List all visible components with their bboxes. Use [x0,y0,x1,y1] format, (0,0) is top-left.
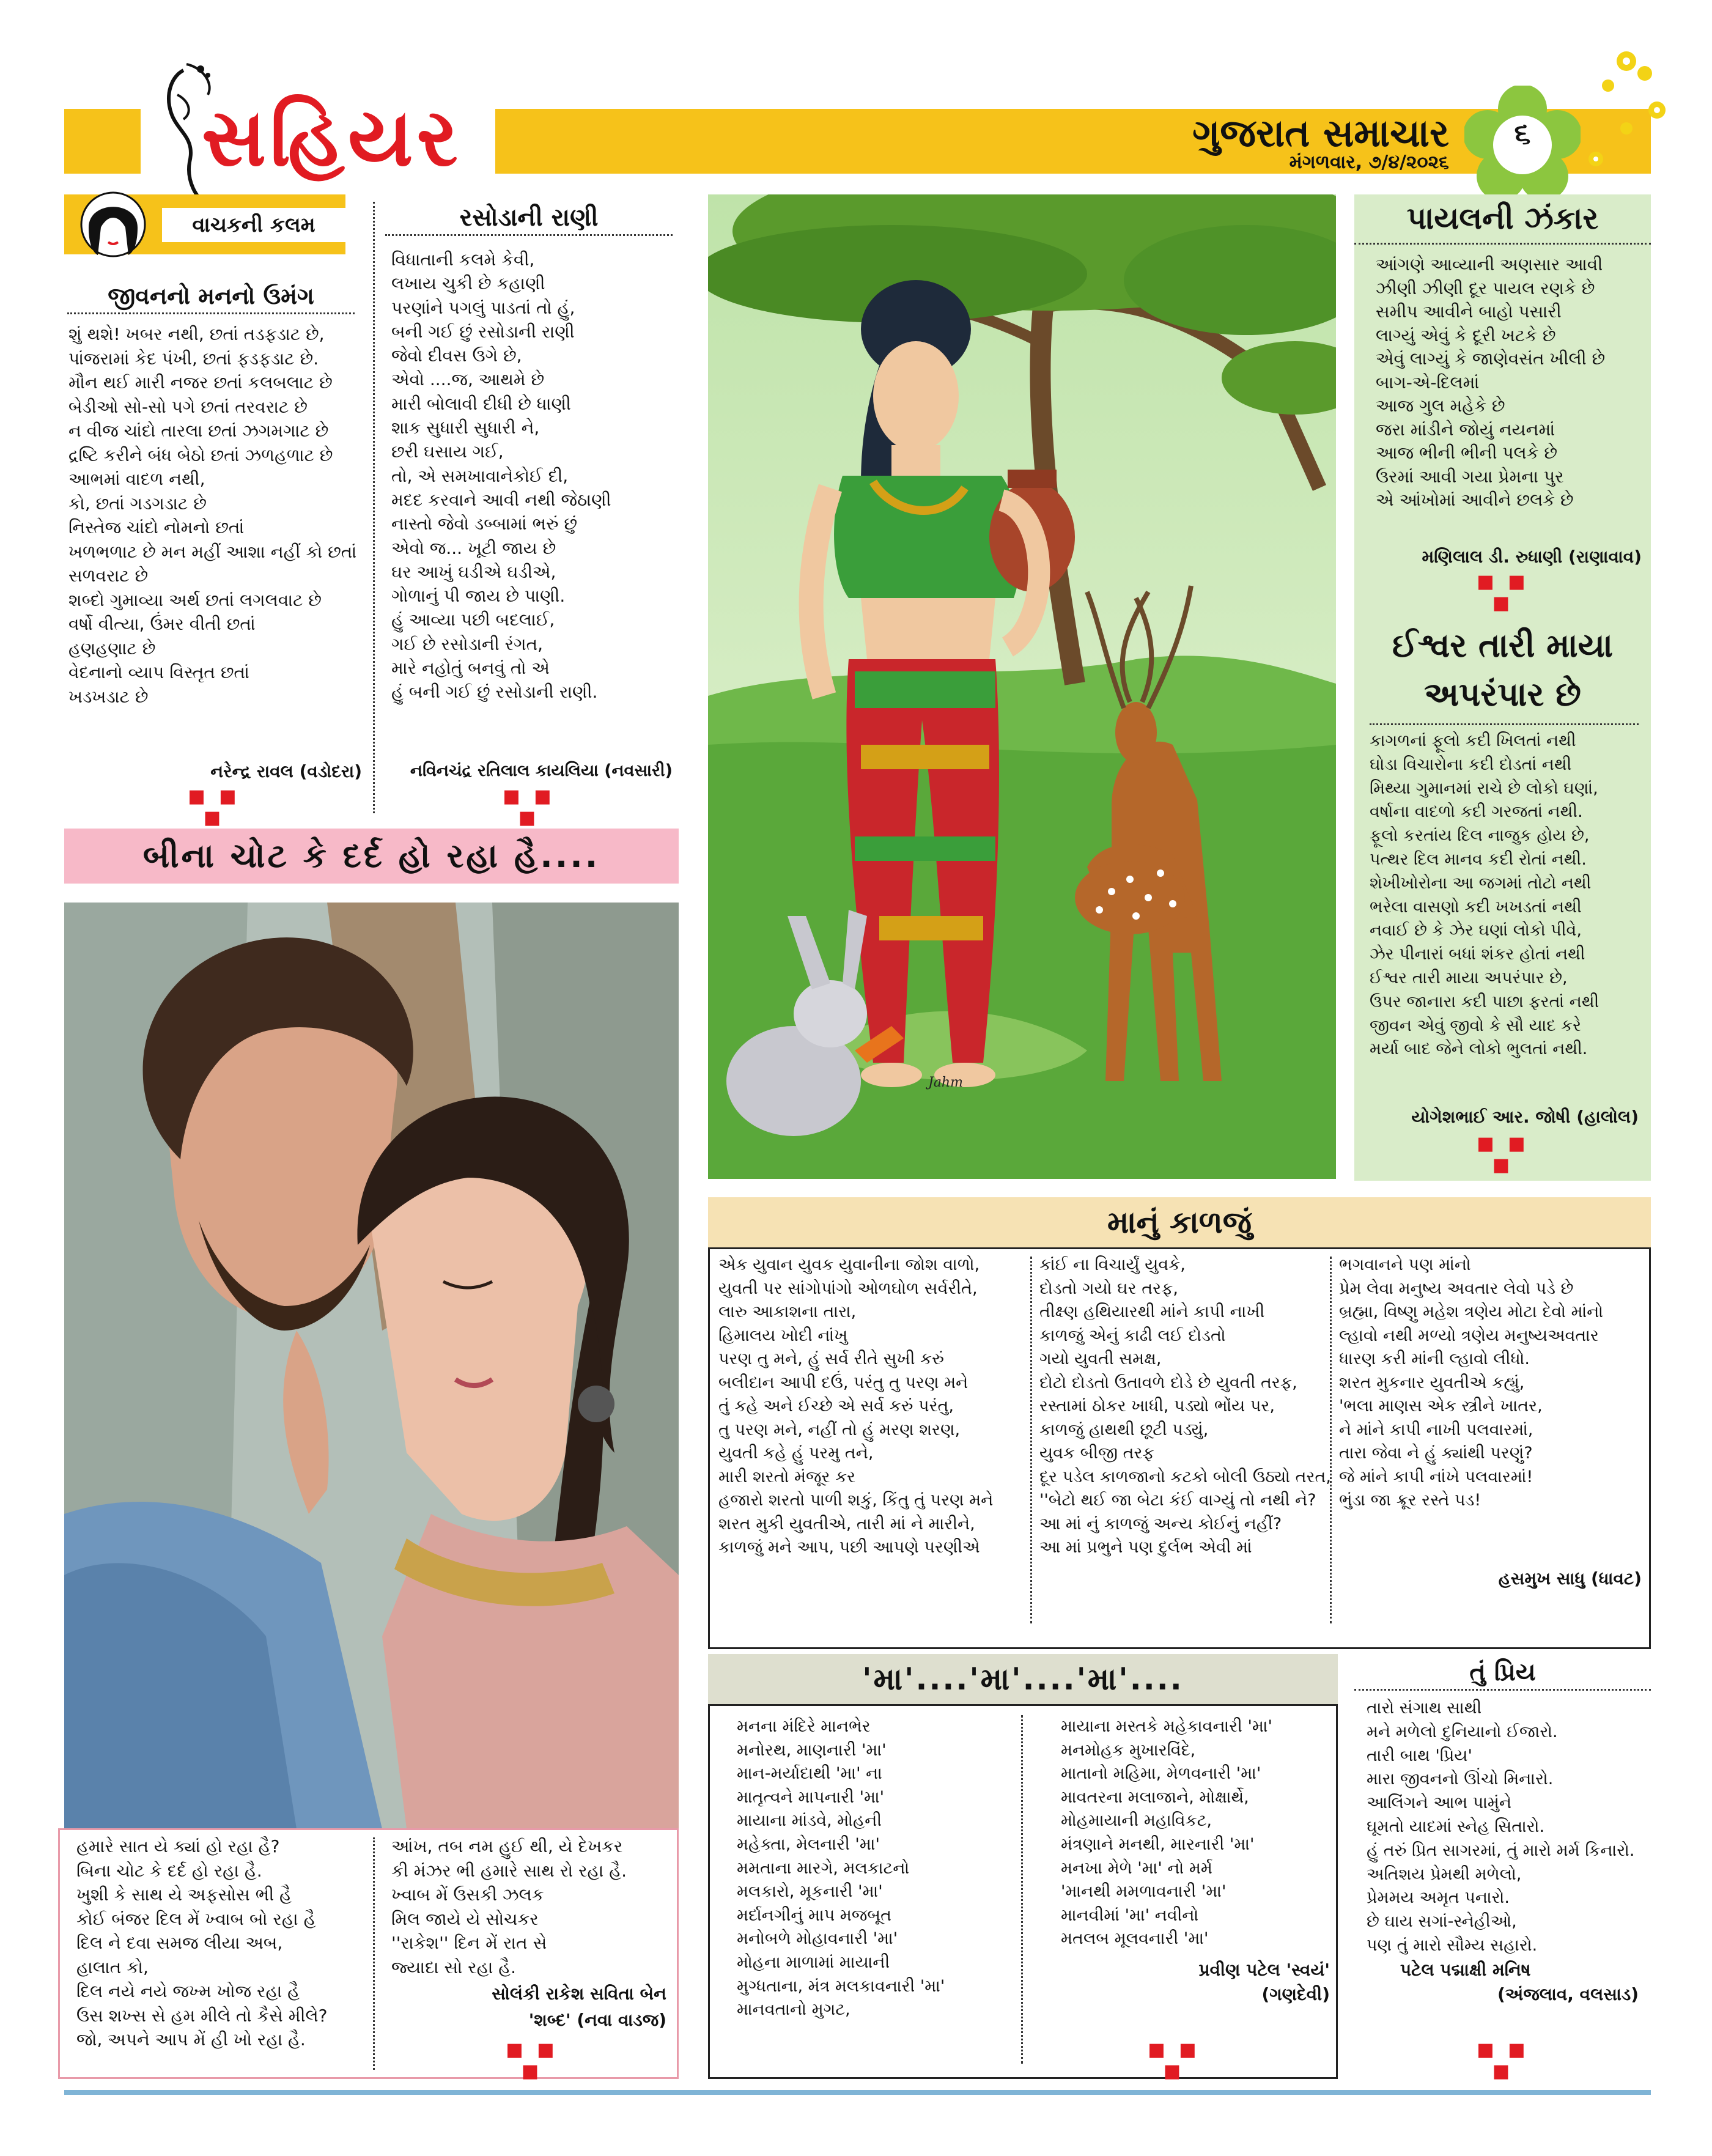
poem-body-ma-col1: મનના મંદિરે માનભેર મનોરથ, માણનારી 'મા' માન-મર્યાદાથી 'મા' ના માતૃત્વને માપનારી 'મા' માયાના માંડવે, મોહની મહેક્તા, મેલનારી 'મા' મમતાના મારગે, મલકાટનો મલકારો, મૂકનારી 'મા' મર્દાનગીનું માપ મજબૂત મનોબળે મોહાવનારી 'મા' મોહના માળામાં માયાની મુગ્ધતાના, મંત્ર મલકાવનારી 'મા' માનવતાનો મુગટ, [737,1717,945,2020]
poem-author-ma-place: (ગણદેવી) [1261,1984,1330,2004]
title-underline [1370,723,1639,725]
section-tag-label: વાચકની કલમ [162,208,345,242]
poem-author-bina-pen: 'શબ્દ' (નવા વાડજ) [528,2010,666,2030]
poem-title-ishwar-1: ઈશ્વર તારી માયા [1392,626,1614,665]
poem-body-jivan: શું થશે! ખબર નથી, છતાં તડફડાટ છે, પાંજરામાં કેદ પંખી, છતાં ફડફડાટ છે. મૌન થઈ મારી નજર છતાં કલબલાટ છે બેડીઓ સો-સો પગે છતાં તરવરાટ છે ન વીજ ચાંદો તારલા છતાં ઝગમગાટ છે દ્રષ્ટિ કરીને બંધ બેઠો છતાં ઝળહળાટ છે આભમાં વાદળ નથી, કો, છતાં ગડગડાટ છે નિસ્તેજ ચાંદો નોમનો છતાં ખળભળાટ છે મન મહીં આશા નહીં કો છતાં સળવરાટ છે શબ્દો ગુમાવ્યા અર્થ છતાં લગલવાટ છે વર્ષો વીત્યા, ઉંમર વીતી છતાં હણહણાટ છે વેદનાનો વ્યાપ વિસ્તૃત છતાં ખડખડાટ છે [68,324,357,707]
poem-body-kalju-col2: કાંઈ ના વિચાર્યું યુવકે, દોડતો ગયો ઘર તરફ, તીક્ષ્ણ હથિયારથી માંને કાપી નાખી કાળજું એનું કાઢી લઈ દોડતો ગયો યુવતી સમક્ષ, દોટો દોડતો ઉતાવળે દોડે છે યુવતી તરફ, રસ્તામાં ઠોકર ખાધી, પડ્યો ભોંય પર, કાળજું હાથથી છૂટી પડ્યું, યુવક બીજી તરફ દૂર પડેલ કાળજાનો કટકો બોલી ઉઠ્યો તરત, ''બેટો થઈ જા બેટા કંઈ વાગ્યું તો નથી ને? આ માં નું કાળજું અન્ય કોઈનું નહીં? આ માં પ્રભુને પણ દુર્લભ એવી માં [1039,1255,1331,1557]
poem-author-kalju: હસમુખ સાધુ (ધાવટ) [1498,1568,1642,1589]
column-divider [373,202,375,813]
poem-title-ma: 'મા'....'મા'....'મા'.... [862,1661,1184,1697]
poem-title-jivan: જીવનનો મનનો ઉમંગ [67,282,355,314]
logo-text: સહિયર [202,90,462,184]
column-divider [1030,1257,1032,1623]
woman-face-icon [76,191,150,258]
poem-body-bina-col2: આંખ, તબ નમ હુઈ થી, યે દેખકર કી મંઝર ભી હમારે સાથ રો રહા હૈ. ખ્વાબ મેં ઉસકી ઝલક મિલ જાયે યે સોચકર ''રાકેશ'' દિન મેં રાત સે જ્યાદા સો રહા હૈ. [391,1836,627,1977]
end-mark: ■ ■ ■ [1477,2039,1529,2082]
poem-author-payal: મણિલાલ ડી. રુધાણી (રાણાવાવ) [1422,547,1642,567]
poem-title-payal: પાયલની ઝંકાર [1354,201,1651,245]
poem-body-kalju-col1: એક યુવાન યુવક યુવાનીના જોશ વાળો, યુવતી પર સાંગોપાંગો ઓળઘોળ સર્વરીતે, લારુ આકાશના તારા, હિમાલય ખોદી નાંખુ પરણ તુ મને, હું સર્વ રીતે સુખી કરું બલીદાન આપી દઉં, પરંતુ તુ પરણ મને તું કહે અને ઈચ્છે એ સર્વ કરું પરંતુ, તુ પરણ મને, નહીં તો હું મરણ શરણ, યુવતી કહે હું પરમુ તને, મારી શરતો મંજૂર કર હજારો શરતો પાળી શકું, કિંતુ તું પરણ મને શરત મુકી યુવતીએ, તારી માં ને મારીને, કાળજું મને આપ, પછી આપણે પરણીએ [718,1255,994,1557]
poem-body-kalju-col3: ભગવાનને પણ માંનો પ્રેમ લેવા મનુષ્ય અવતાર લેવો પડે છે બ્રહ્મા, વિષ્ણુ મહેશ ત્રણેય મોટા દેવો માંનો લ્હાવો નથી મળ્યો ત્રણેય મનુષ્યઅવતાર ધારણ કરી માંની લ્હાવો લીધો. શરત મુકનાર યુવતીએ કહ્યું, 'ભલા માણસ એક સ્ત્રીને ખાતર, ને માંને કાપી નાખી પલવારમાં, તારા જેવા ને હું ક્યાંથી પરણું? જે માંને કાપી નાંખે પલવારમાં! ભુંડા જા ક્રૂર રસ્તે પડ! [1339,1255,1604,1510]
poem-author-priy-place: (અંજલાવ, વલસાડ) [1497,1984,1639,2004]
poem-author-jivan: નરેન્દ્ર રાવલ (વડોદરા) [210,761,362,781]
poem-body-ishwar: કાગળનાં ફૂલો કદી ખિલતાં નથી ઘોડા વિચારોના કદી દોડતાં નથી મિથ્યા ગુમાનમાં રાચે છે લોકો ઘણાં, વર્ષાના વાદળો કદી ગરજતાં નથી. ફૂલો કરતાંય દિલ નાજુક હોય છે, પત્થર દિલ માનવ કદી રોતાં નથી. શેખીખોરોના આ જગમાં તોટો નથી ભરેલા વાસણો કદી ખખડતાં નથી નવાઈ છે કે ઝેર ઘણાં લોકો પીવે, ઝેર પીનારાં બધાં શંકર હોતાં નથી ઈશ્વર તારી માયા અપરંપાર છે, ઉપર જાનારા કદી પાછા ફરતાં નથી જીવન એવું જીવો કે સૌ યાદ કરે મર્યા બાદ જેને લોકો ભુલતાં નથી. [1370,731,1599,1059]
poem-author-bina: સોલંકી રાકેશ સવિતા બેન [492,1984,666,2004]
poem-author-rasodani: નવિનચંદ્ર રતિલાલ કાયલિયા (નવસારી) [410,761,673,780]
newspaper-name: ગુજરાત સમાચાર [1192,111,1449,155]
poem-title-ishwar-2: અપરંપાર છે [1424,675,1581,714]
artist-signature: Jahm [928,1075,963,1090]
end-mark: ■ ■ ■ [503,786,555,829]
poem-body-payal: આંગણે આવ્યાની અણસાર આવી ઝીણી ઝીણી દૂર પાયલ રણકે છે સમીપ આવીને બાહો પસારી લાગ્યું એવું કે દૂરી ખટકે છે એવું લાગ્યું કે જાણેવસંત ખીલી છે બાગ-એ-દિલમાં આજ ગુલ મહેકે છે જરા માંડીને જોયું નયનમાં આજ ભીની ભીની પલકે છે ઉરમાં આવી ગયા પ્રેમના પુર એ આંખોમાં આવીને છલકે છે [1376,254,1606,510]
end-mark: ■ ■ ■ [1148,2039,1200,2082]
end-mark: ■ ■ ■ [188,786,240,829]
column-divider [1330,1257,1332,1623]
poem-body-priy: તારો સંગાથ સાથી મને મળેલો દુનિયાનો ઈજારો. તારી બાથ 'પ્રિય' મારા જીવનનો ઊંચો મિનારો. આલિંગને આભ પામુંને ઘૂમતો યાદમાં સ્નેહ સિતારો. હું તરું પ્રિત સાગરમાં, તું મારો મર્મ કિનારો. અતિશય પ્રેમથી મળેલો, પ્રેમમય અમૃત પનારો. છે ઘાય સગાં-સ્નેહીઓ, પણ તું મારો સૌમ્ય સહારો. [1367,1699,1635,1955]
end-mark: ■ ■ ■ [1477,571,1529,614]
poem-author-ishwar: યોગેશભાઈ આર. જોષી (હાલોલ) [1411,1107,1639,1127]
poem-body-bina-col1: હમારે સાત યે ક્યાં હો રહા હૈ? બિના ચોટ કે દર્દ હો રહા હૈ. ખુશી કે સાથ યે અફસોસ ભી હૈ કોઈ બંજર દિલ મેં ખ્વાબ બો રહા હૈ દિલ ને દવા સમજ લીયા અબ, હાલાત કો, દિલ નયે નયે જખ્મ ખોજ રહા હૈ ઉસ શખ્સ સે હમ મીલે તો કૈસે મીલે? જો, અપને આપ મેં હી ખો રહા હૈ. [76,1836,328,2050]
poem-author-priy: પટેલ પદ્માક્ષી મનિષ [1400,1960,1531,1980]
column-divider [1021,1715,1023,2064]
poem-body-rasodani: વિધાતાની કલમે કેવી, લખાય ચુકી છે કહાણી પરણાંને પગલું પાડતાં તો હું, બની ગઈ છું રસોડાની રાણી જેવો દીવસ ઉગે છે, એવો ....જ, આથમે છે મારી બોલાવી દીધી છે ધાણી શાક સુધારી સુધારી ને, છરી ઘસાય ગઈ, તો, એ સમખાવાનેકોઈ દી, મદદ કરવાને આવી નથી જેઠાણી નાસ્તો જેવો ડબ્બામાં ભરું છું એવો જ... ખૂટી જાય છે ઘર આખું ઘડીએ ઘડીએ, ગોળાનું પી જાય છે પાણી. હું આવ્યા પછી બદલાઈ, ગઈ છે રસોડાની રંગત, મારે નહોતું બનવું તો એ હું બની ગઈ છું રસોડાની રાણી. [391,249,611,703]
end-mark: ■ ■ ■ [506,2039,558,2082]
issue-date: મંગળવાર, ૭/૪/૨૦૨૬ [1289,152,1449,173]
decorative-flowers-icon [1553,37,1675,177]
poem-author-ma: પ્રવીણ પટેલ 'સ્વયં' [1198,1960,1330,1980]
poem-title-rasodani: રસોડાની રાણી [385,204,673,236]
poem-body-ma-col2: માયાના મસ્તકે મહેકાવનારી 'મા' મનમોહક મુખારવિંદે, માતાનો મહિમા, મેળવનારી 'મા' માવતરના મલાજાને, મોક્ષાર્થે, મોહમાયાની મહાવિકટ, મંત્રણાને મનથી, મારનારી 'મા' મનખા મેળે 'મા' નો મર્મ 'માનથી મમળાવનારી 'મા' માનવીમાં 'મા' નવીનો મતલબ મૂલવનારી 'મા' [1061,1717,1272,1949]
poem-title-kalju: માનું કાળજું [1107,1205,1252,1240]
column-divider [373,1837,375,2070]
poem-title-bina: બીના ચોટ કે દર્દ હો રહા હૈ.... [142,836,600,875]
poem-title-priy: તું પ્રિય [1354,1658,1651,1691]
bottom-rule [64,2090,1651,2095]
woman-deer-illustration [708,194,1336,1179]
page-number: ૬ [1514,116,1531,150]
end-mark: ■ ■ ■ [1477,1133,1529,1176]
couple-illustration [64,903,679,1829]
